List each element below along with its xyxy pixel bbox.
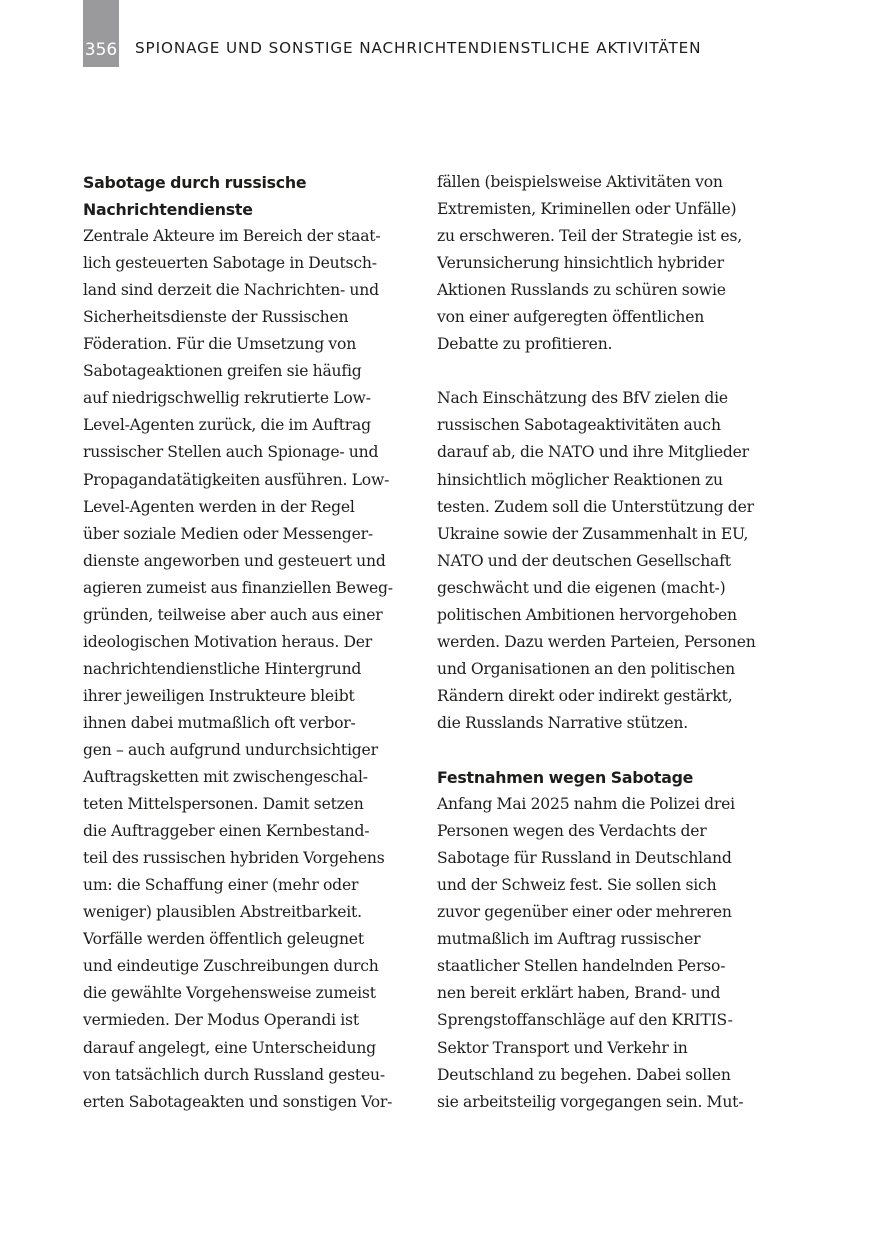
page-number: 356 [84,40,118,60]
text-line: Extremisten, Kriminellen oder Unfälle) [437,200,737,219]
section-heading-festnahmen: Festnahmen wegen Sabotage [437,768,694,788]
section-heading-sabotage [83,169,423,223]
text-line: russischer Stellen auch Spionage- und [83,443,379,462]
text-line: fällen (beispielsweise Aktivitäten von [437,173,723,191]
text-line: Sektor Transport und Verkehr in [437,1038,688,1057]
left-body-paragraph [83,223,423,1116]
text-line: vermieden. Der Modus Operandi ist [83,1011,359,1030]
text-line: russischen Sabotageaktivitäten auch [437,416,721,435]
text-line: Level-Agenten zurück, die im Auftrag [83,416,371,435]
text-line: mutmaßlich im Auftrag russischer [437,930,701,949]
text-line: Aktionen Russlands zu schüren sowie [437,281,726,300]
text-line: ihnen dabei mutmaßlich oft verbor- [83,713,356,732]
text-line: politischen Ambitionen hervorgehoben [437,605,737,624]
text-line: Sicherheitsdienste der Russischen [83,308,349,327]
text-line: nen bereit erklärt haben, Brand- und [437,984,721,1003]
text-line: ihrer jeweiligen Instrukteure bleibt [83,686,355,705]
text-line: land sind derzeit die Nachrichten- und [83,281,379,300]
text-line: und der Schweiz fest. Sie sollen sich [437,876,717,895]
text-line: darauf angelegt, eine Unterscheidung [83,1038,376,1057]
text-line: darauf ab, die NATO und ihre Mitglieder [437,443,749,462]
text-line: Nach Einschätzung des BfV zielen die [437,389,728,408]
text-line: Sabotageaktionen greifen sie häufig [83,362,362,381]
text-line: Föderation. Für die Umsetzung von [83,335,357,354]
text-line: gen – auch aufgrund undurchsichtiger [83,740,378,759]
text-line: ideologischen Motivation heraus. Der [83,632,373,651]
text-line: von einer aufgeregten öffentlichen [437,308,705,327]
right-paragraph-2 [437,385,777,737]
text-line: Auftragsketten mit zwischengeschal- [83,768,368,787]
right-paragraph-3 [437,791,777,1116]
text-line: Level-Agenten werden in der Regel [83,497,355,516]
text-line: teten Mittelspersonen. Damit setzen [83,795,364,814]
text-line: Deutschland zu begehen. Dabei sollen [437,1065,731,1084]
text-line: die Auftraggeber einen Kernbestand- [83,822,370,841]
text-line: erten Sabotageakten und sonstigen Vor- [83,1092,393,1111]
page-number-box [83,0,119,67]
text-line: geschwächt und die eigenen (macht-) [437,578,726,597]
text-line: sie arbeitsteilig vorgegangen sein. Mut- [437,1092,744,1111]
left-column [83,169,423,1116]
text-line: Rändern direkt oder indirekt gestärkt, [437,686,733,705]
text-line: zuvor gegenüber einer oder mehreren [437,903,732,922]
text-line: testen. Zudem soll die Unterstützung der [437,497,754,516]
text-line: nachrichtendienstliche Hintergrund [83,659,362,678]
text-line: Debatte zu profitieren. [437,335,613,354]
text-line: über soziale Medien oder Messenger- [83,524,373,543]
text-line: Anfang Mai 2025 nahm die Polizei drei [437,795,735,814]
paragraph-spacer [437,358,777,385]
right-column [437,169,777,1116]
text-line: teil des russischen hybriden Vorgehens [83,849,385,868]
text-line: Sprengstoffanschläge auf den KRITIS- [437,1011,733,1030]
text-line: Propagandatätigkeiten ausführen. Low- [83,470,390,489]
text-line: werden. Dazu werden Parteien, Personen [437,632,756,651]
text-line: weniger) plausiblen Abstreitbarkeit. [83,903,362,922]
text-line: lich gesteuerten Sabotage in Deutsch- [83,254,377,273]
text-line: Zentrale Akteure im Bereich der staat- [83,227,381,246]
text-line: staatlicher Stellen handelnden Perso- [437,957,726,976]
text-line: die Russlands Narrative stützen. [437,713,689,732]
running-title: SPIONAGE UND SONSTIGE NACHRICHTENDIENSTLICHE AKTIVITÄTEN [135,39,702,57]
text-line: Personen wegen des Verdachts der [437,822,707,841]
text-line: und eindeutige Zuschreibungen durch [83,957,379,976]
text-line: und Organisationen an den politischen [437,659,735,678]
text-line: gründen, teilweise aber auch aus einer [83,605,383,624]
text-line: Verunsicherung hinsichtlich hybrider [437,254,724,273]
text-line: auf niedrigschwellig rekrutierte Low- [83,389,371,408]
paragraph-spacer [437,737,777,764]
text-line: Vorfälle werden öffentlich geleugnet [83,930,364,949]
text-line: agieren zumeist aus finanziellen Beweg- [83,578,393,597]
text-line: um: die Schaffung einer (mehr oder [83,876,359,895]
text-line: zu erschweren. Teil der Strategie ist es, [437,227,743,246]
right-paragraph-1 [437,169,777,358]
heading-line: Sabotage durch russische [83,173,307,192]
text-line: NATO und der deutschen Gesellschaft [437,551,731,570]
heading-line: Nachrichtendienste [83,200,253,220]
text-line: die gewählte Vorgehensweise zumeist [83,984,376,1003]
text-line: Ukraine sowie der Zusammenhalt in EU, [437,524,749,543]
text-line: dienste angeworben und gesteuert und [83,551,386,570]
text-line: Sabotage für Russland in Deutschland [437,849,732,868]
text-line: hinsichtlich möglicher Reaktionen zu [437,470,723,489]
text-line: von tatsächlich durch Russland gesteu- [83,1065,385,1084]
